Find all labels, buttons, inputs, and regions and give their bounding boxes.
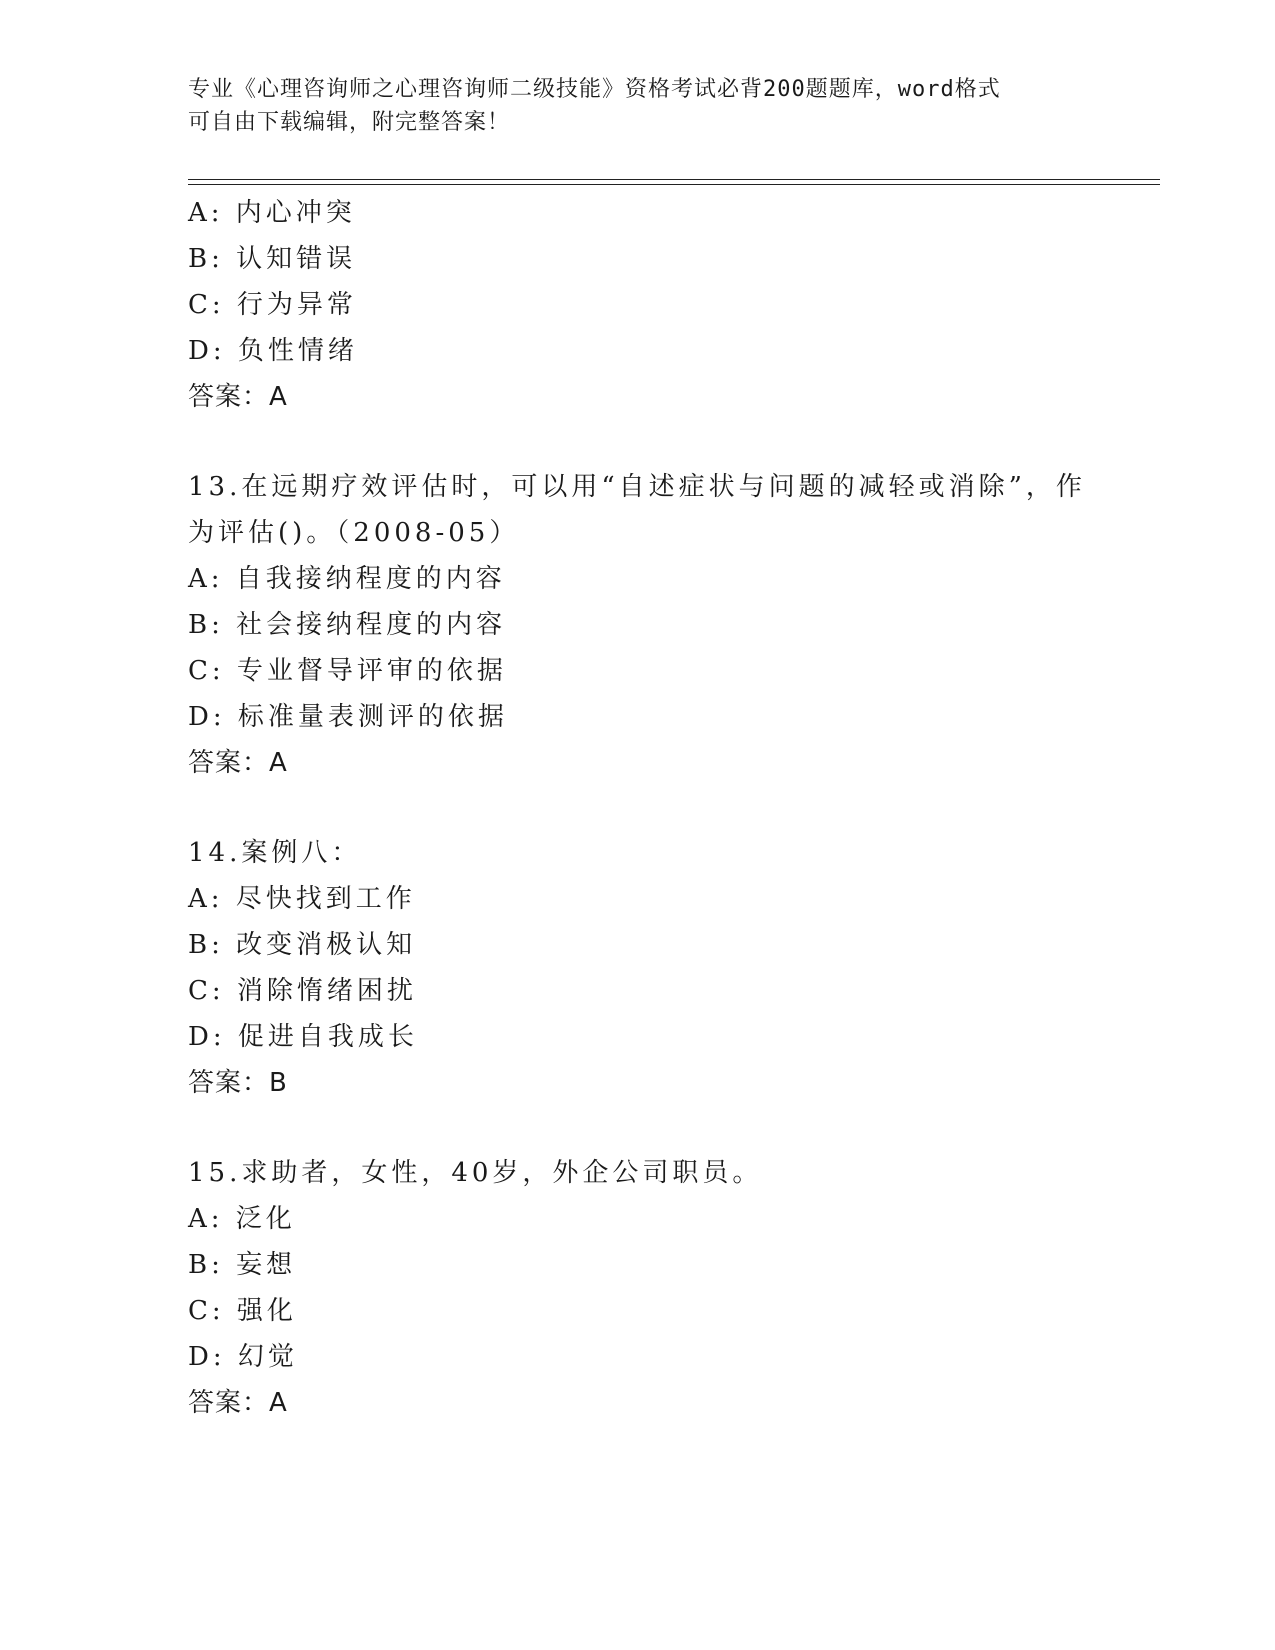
question-block-14	[188, 830, 1088, 1106]
document-header	[188, 73, 1088, 139]
spacer	[188, 786, 1088, 830]
answer-line: 答案：A	[188, 382, 288, 412]
answer-line: 答案：B	[188, 1068, 288, 1098]
option-a: A: 泛化	[188, 1204, 296, 1234]
option-c: C: 行为异常	[188, 290, 357, 320]
option-a: A: 自我接纳程度的内容	[188, 564, 506, 594]
header-line-2: 可自由下载编辑，附完整答案！	[188, 110, 511, 135]
header-line-1: 专业《心理咨询师之心理咨询师二级技能》资格考试必背200题题库，word格式	[188, 77, 1001, 102]
spacer	[188, 1106, 1088, 1150]
answer-line: 答案：A	[188, 1388, 288, 1418]
option-b: B: 改变消极认知	[188, 930, 417, 960]
question-stem: 15.求助者，女性，40岁，外企公司职员。	[188, 1158, 763, 1188]
question-block-13	[188, 464, 1088, 786]
option-d: D: 标准量表测评的依据	[188, 702, 508, 732]
option-d: D: 负性情绪	[188, 336, 358, 366]
header-divider-top	[188, 179, 1160, 180]
option-c: C: 消除惰绪困扰	[188, 976, 417, 1006]
question-stem: 13.在远期疗效评估时，可以用“自述症状与问题的减轻或消除”，作	[188, 472, 1086, 502]
option-c: C: 强化	[188, 1296, 297, 1326]
question-list	[188, 190, 1088, 1426]
question-stem: 14.案例八：	[188, 838, 362, 868]
option-b: B: 认知错误	[188, 244, 357, 274]
option-d: D: 幻觉	[188, 1342, 298, 1372]
spacer	[188, 420, 1088, 464]
option-a: A: 尽快找到工作	[188, 884, 416, 914]
option-a: A: 内心冲突	[188, 198, 356, 228]
header-divider-bottom	[188, 184, 1160, 185]
option-b: B: 社会接纳程度的内容	[188, 610, 507, 640]
option-b: B: 妄想	[188, 1250, 297, 1280]
question-block-continued	[188, 190, 1088, 420]
option-c: C: 专业督导评审的依据	[188, 656, 507, 686]
answer-line: 答案：A	[188, 748, 288, 778]
question-stem-continued: 为评估()。（2008-05）	[188, 518, 520, 548]
option-d: D: 促进自我成长	[188, 1022, 418, 1052]
question-block-15	[188, 1150, 1088, 1426]
